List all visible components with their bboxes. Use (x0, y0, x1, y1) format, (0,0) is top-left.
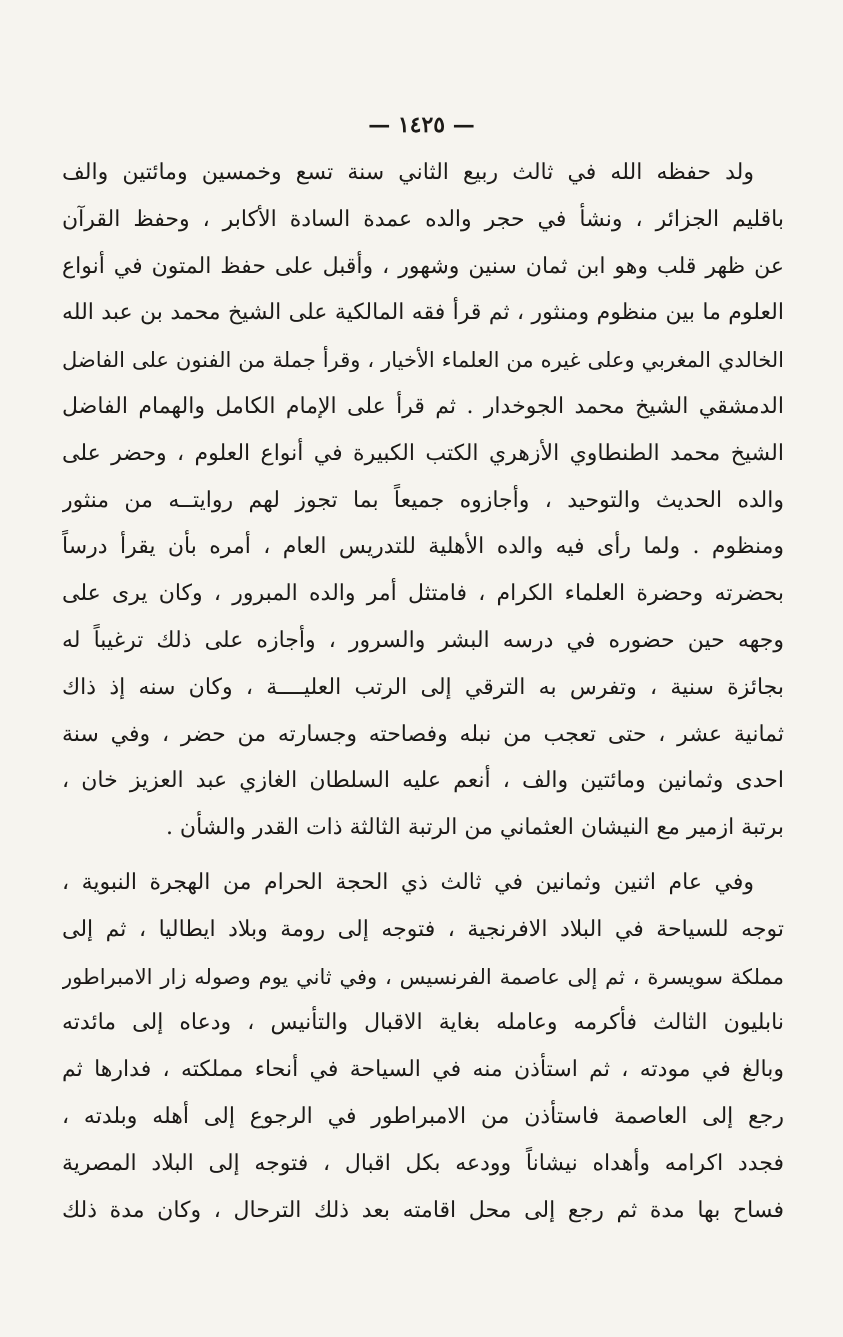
text-line: ومنظوم . ولما رأى فيه والده الأهلية للتدريس العام ، أمره بأن يقرأ درساً (62, 534, 784, 560)
page-number: — ١٤٢٥ — (368, 112, 475, 138)
text-line: رجع إلى العاصمة فاستأذن من الامبراطور في الرجوع إلى أهله وبلدته ، (62, 1103, 784, 1129)
text-line: والده الحديث والتوحيد ، وأجازوه جميعاً بما تجوز لهم روايتــه من منثور (62, 487, 784, 513)
text-line: فجدد اكرامه وأهداه نيشاناً وودعه بكل اقبال ، فتوجه إلى البلاد المصرية (62, 1150, 784, 1176)
text-line: ولد حفظه الله في ثالث ربيع الثاني سنة تسع وخمسين ومائتين والف (62, 160, 754, 185)
text-line: وبالغ في مودته ، ثم استأذن منه في السياحة في أنحاء مملكته ، فدارها ثم (62, 1057, 784, 1083)
text-line: الشيخ محمد الطنطاوي الأزهري الكتب الكبيرة في أنواع العلوم ، وحضر على (62, 440, 784, 466)
body-text (62, 150, 784, 1234)
text-line: وفي عام اثنين وثمانين في ثالث ذي الحجة الحرام من الهجرة النبوية ، (62, 869, 754, 895)
text-line: وجهه حين حضوره في درسه البشر والسرور ، وأجازه على ذلك ترغيباً له (62, 627, 784, 653)
text-line: بحضرته وحضرة العلماء الكرام ، فامتثل أمر والده المبرور ، وكان يرى على (62, 581, 784, 607)
text-line: الخالدي المغربي وعلى غيره من العلماء الأخيار ، وقرأ جملة من الفنون على الفاضل (62, 348, 784, 373)
text-line: مملكة سويسرة ، ثم إلى عاصمة الفرنسيس ، وفي ثاني يوم وصوله زار الامبراطور (62, 964, 784, 989)
text-line: برتبة ازمير مع النيشان العثماني من الرتبة الثالثة ذات القدر والشأن . (165, 815, 784, 841)
text-line: توجه للسياحة في البلاد الافرنجية ، فتوجه إلى رومة وبلاد ايطاليا ، ثم إلى (62, 916, 784, 942)
text-line: الدمشقي الشيخ محمد الجوخدار . ثم قرأ على الإمام الكامل والهمام الفاضل (62, 393, 784, 419)
text-line: العلوم ما بين منظوم ومنثور ، ثم قرأ فقه المالكية على الشيخ محمد بن عبد الله (62, 300, 784, 326)
text-line: عن ظهر قلب وهو ابن ثمان سنين وشهور ، وأقبل على حفظ المتون في أنواع (62, 253, 784, 279)
text-line: احدى وثمانين ومائتين والف ، أنعم عليه السلطان الغازي عبد العزيز خان ، (62, 768, 784, 794)
text-line: نابليون الثالث فأكرمه وعامله بغاية الاقبال والتأنيس ، ودعاه إلى مائدته (62, 1010, 784, 1036)
text-line: فساح بها مدة ثم رجع إلى محل اقامته بعد ذلك الترحال ، وكان مدة ذلك (62, 1197, 784, 1223)
text-line: بجائزة سنية ، وتفرس به الترقي إلى الرتب العليــــة ، وكان سنه إذ ذاك (62, 674, 784, 700)
text-line: باقليم الجزائر ، ونشأ في حجر والده عمدة السادة الأكابر ، وحفظ القرآن (62, 206, 784, 232)
text-line: ثمانية عشر ، حتى تعجب من نبله وفصاحته وجسارته من حضر ، وفي سنة (62, 721, 784, 747)
